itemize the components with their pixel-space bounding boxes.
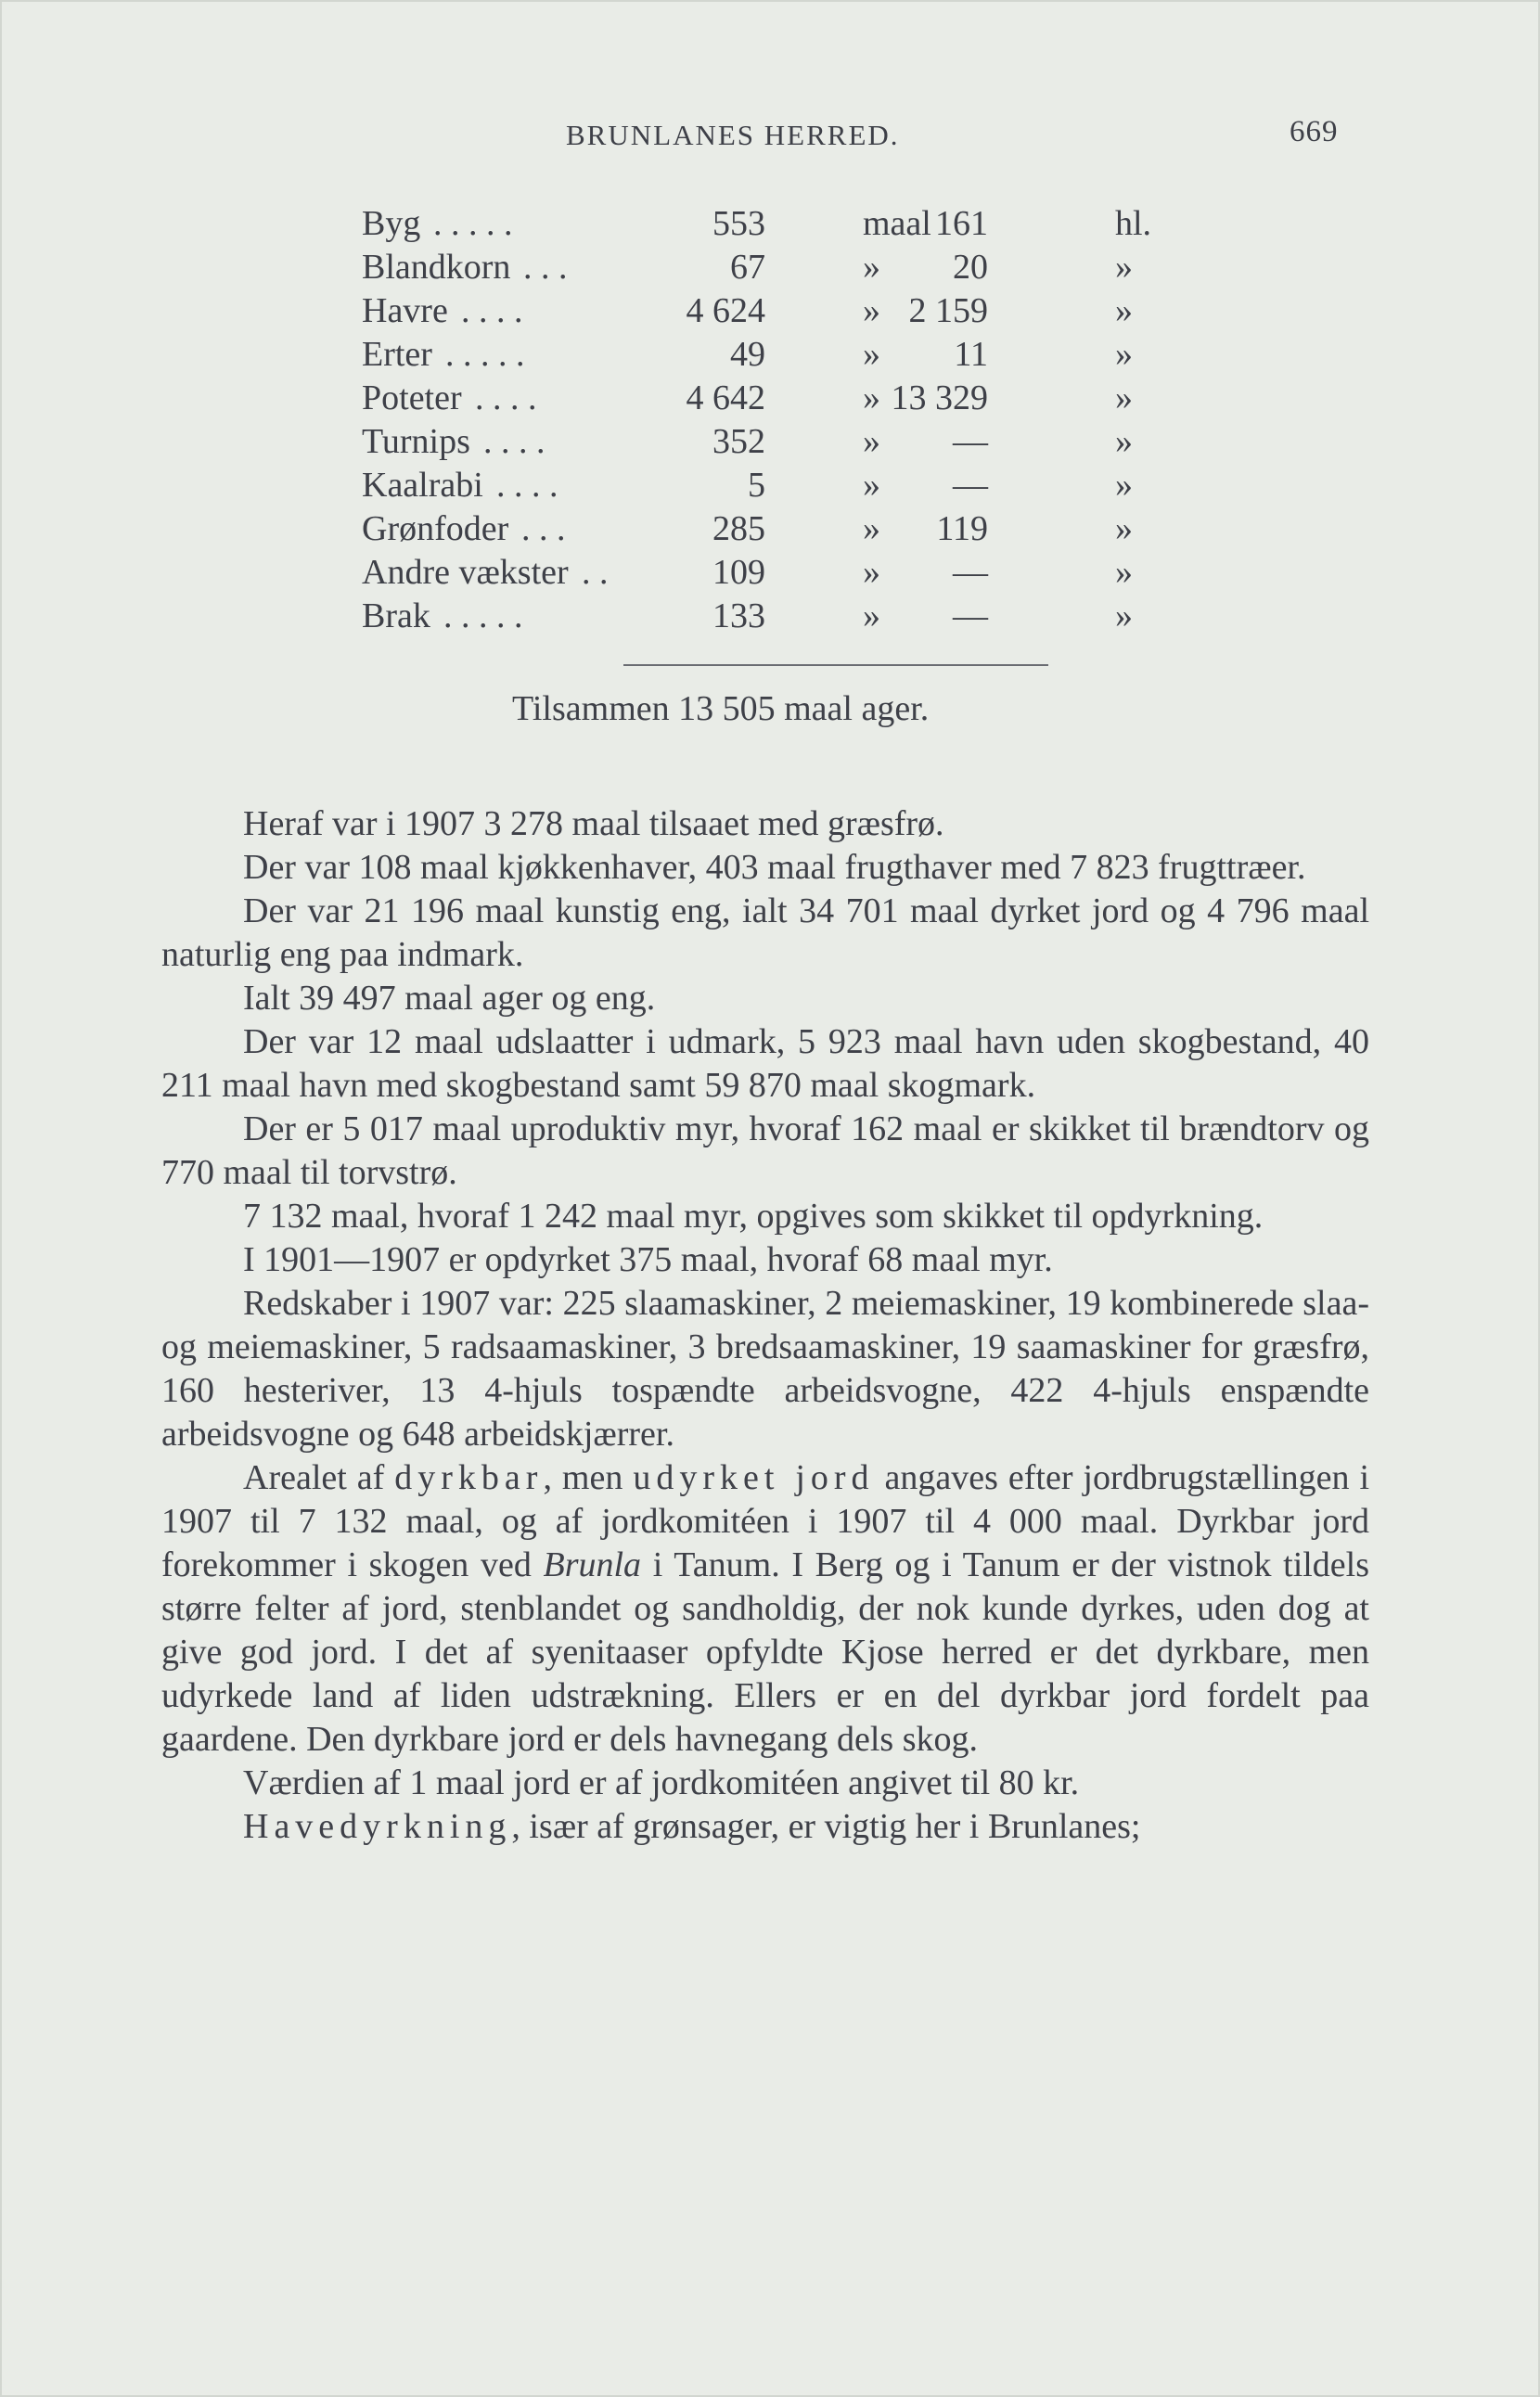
text-span: i Tanum. I Berg og i Tanum er der vistnok tildels større felter af jord, stenblandet og sandholdig, der nok kunde dyrkes, uden dog at give god jord. I det af syenitaaser opfyldte Kjose herred er det dyrkbare, men udyrkede land af liden udstrækning. Ellers er en del dyrkbar jord fordelt paa gaardene. Den dyrkbare jord er dels havnegang dels skog. [161, 1545, 1370, 1759]
crop-area-unit: » [863, 596, 880, 635]
paragraph: 7 132 maal, hvoraf 1 242 maal myr, opgives som skikket til opdyrkning. [243, 1197, 1264, 1236]
paragraph-havedyrkning [161, 1805, 1369, 1849]
crop-name: Poteter [362, 378, 462, 417]
crop-area-unit: » [863, 422, 880, 461]
crop-yield: 20 [953, 248, 988, 287]
crop-table [362, 202, 1160, 638]
crop-area: 553 [712, 204, 765, 243]
crop-area-unit: » [863, 248, 880, 287]
crop-yield: — [953, 466, 988, 505]
leader-dots: . . . . . [445, 335, 525, 374]
text-span: , men [543, 1458, 623, 1497]
leader-dots: . . . [521, 509, 566, 548]
crop-total: Tilsammen 13 505 maal ager. [512, 689, 930, 728]
crop-yield: 13 329 [891, 378, 988, 417]
crop-area-unit: » [863, 378, 880, 417]
paragraph: Redskaber i 1907 var: 225 slaamaskiner, 2 meiemaskiner, 19 kombinerede slaa- og meiemaskiner, 5 radsaamaskiner, 3 bredsaamaskiner, 19 saamaskiner for græsfrø, 160 hesteriver, 13 4-hjuls tospændte arbeidsvogne, 422 4-hjuls enspændte arbeidsvogne og 648 arbeidskjærrer. [161, 1284, 1369, 1454]
crop-area-unit: » [863, 335, 880, 374]
crop-area-unit: » [863, 553, 880, 592]
place-name: Brunla [543, 1545, 642, 1584]
crop-row [362, 507, 1160, 551]
crop-row [362, 595, 1160, 638]
spaced-term: Havedyrkning [243, 1807, 512, 1846]
crop-area: 4 642 [686, 378, 765, 417]
crop-yield-unit: » [1115, 596, 1133, 635]
crop-yield-unit: » [1115, 553, 1133, 592]
spaced-term: udyrket jord [633, 1458, 875, 1497]
crop-yield: 119 [936, 509, 988, 548]
leader-dots: . . . . . [443, 596, 523, 635]
crop-yield: 2 159 [908, 291, 988, 330]
crop-row [362, 333, 1160, 377]
leader-dots: . . [582, 553, 609, 592]
leader-dots: . . . [523, 248, 568, 287]
crop-area: 133 [712, 596, 765, 635]
crop-name: Turnips [362, 422, 470, 461]
crop-area: 5 [748, 466, 765, 505]
leader-dots: . . . . [496, 466, 558, 505]
crop-yield-unit: » [1115, 291, 1133, 330]
body-text [161, 802, 1369, 1849]
crop-area: 285 [712, 509, 765, 548]
crop-area-unit: maal [863, 204, 931, 243]
paragraph: Der var 12 maal udslaatter i udmark, 5 923 maal havn uden skogbestand, 40 211 maal havn med skogbestand samt 59 870 maal skogmark. [161, 1022, 1369, 1105]
paragraph: Der er 5 017 maal uproduktiv myr, hvoraf 162 maal er skikket til brændtorv og 770 maal til torvstrø. [161, 1109, 1369, 1192]
spaced-term: dyrkbar [394, 1458, 544, 1497]
text-span: , især af grønsager, er vigtig her i Brunlanes; [511, 1807, 1141, 1846]
leader-dots: . . . . [483, 422, 545, 461]
crop-area-unit: » [863, 291, 880, 330]
crop-row [362, 246, 1160, 289]
leader-dots: . . . . . [433, 204, 513, 243]
crop-row [362, 377, 1160, 420]
crop-area: 67 [730, 248, 765, 287]
paragraph: Heraf var i 1907 3 278 maal tilsaaet med græsfrø. [243, 804, 944, 843]
crop-yield-unit: » [1115, 335, 1133, 374]
leader-dots: . . . . [475, 378, 537, 417]
crop-name: Kaalrabi [362, 466, 483, 505]
paragraph: Ialt 39 497 maal ager og eng. [243, 979, 656, 1018]
crop-row [362, 551, 1160, 595]
crop-yield-unit: » [1115, 248, 1133, 287]
crop-yield: — [953, 596, 988, 635]
running-title: BRUNLANES HERRED. [566, 119, 900, 151]
page-header [0, 115, 1540, 156]
crop-area: 109 [712, 553, 765, 592]
paragraph: Der var 108 maal kjøkkenhaver, 403 maal frugthaver med 7 823 frugttræer. [243, 848, 1306, 887]
paragraph: Værdien af 1 maal jord er af jordkomitéen angivet til 80 kr. [243, 1763, 1080, 1802]
crop-yield-unit: » [1115, 509, 1133, 548]
crop-area: 4 624 [686, 291, 765, 330]
text-span: angaves efter jordbrugstællingen i 1907 til 7 132 maal, og af jordkomitéen i 1907 til 4 000 maal. Dyrkbar jord forekommer i skogen ved [161, 1458, 1370, 1584]
crop-yield-unit: » [1115, 378, 1133, 417]
crop-yield: 11 [954, 335, 988, 374]
leader-dots: . . . . [461, 291, 523, 330]
crop-name: Andre vækster [362, 553, 569, 592]
crop-name: Byg [362, 204, 421, 243]
crop-yield-unit: hl. [1115, 204, 1152, 243]
paragraph: Der var 21 196 maal kunstig eng, ialt 34 701 maal dyrket jord og 4 796 maal naturlig eng paa indmark. [161, 891, 1369, 974]
crop-name: Blandkorn [362, 248, 511, 287]
crop-yield-unit: » [1115, 422, 1133, 461]
crop-name: Havre [362, 291, 448, 330]
paragraph: I 1901—1907 er opdyrket 375 maal, hvoraf 68 maal myr. [243, 1240, 1053, 1279]
crop-yield: — [953, 422, 988, 461]
crop-name: Brak [362, 596, 430, 635]
crop-row [362, 420, 1160, 464]
crop-row [362, 202, 1160, 246]
text-span: Arealet af [243, 1458, 385, 1497]
crop-yield-unit: » [1115, 466, 1133, 505]
crop-area: 352 [712, 422, 765, 461]
crop-area: 49 [730, 335, 765, 374]
crop-yield: 161 [935, 204, 988, 243]
crop-area-unit: » [863, 466, 880, 505]
sum-rule [623, 664, 1048, 666]
paragraph-arealet [161, 1456, 1369, 1762]
crop-row [362, 289, 1160, 333]
page-number: 669 [1290, 115, 1339, 148]
crop-name: Erter [362, 335, 432, 374]
crop-area-unit: » [863, 509, 880, 548]
crop-name: Grønfoder [362, 509, 509, 548]
crop-yield: — [953, 553, 988, 592]
crop-row [362, 464, 1160, 507]
